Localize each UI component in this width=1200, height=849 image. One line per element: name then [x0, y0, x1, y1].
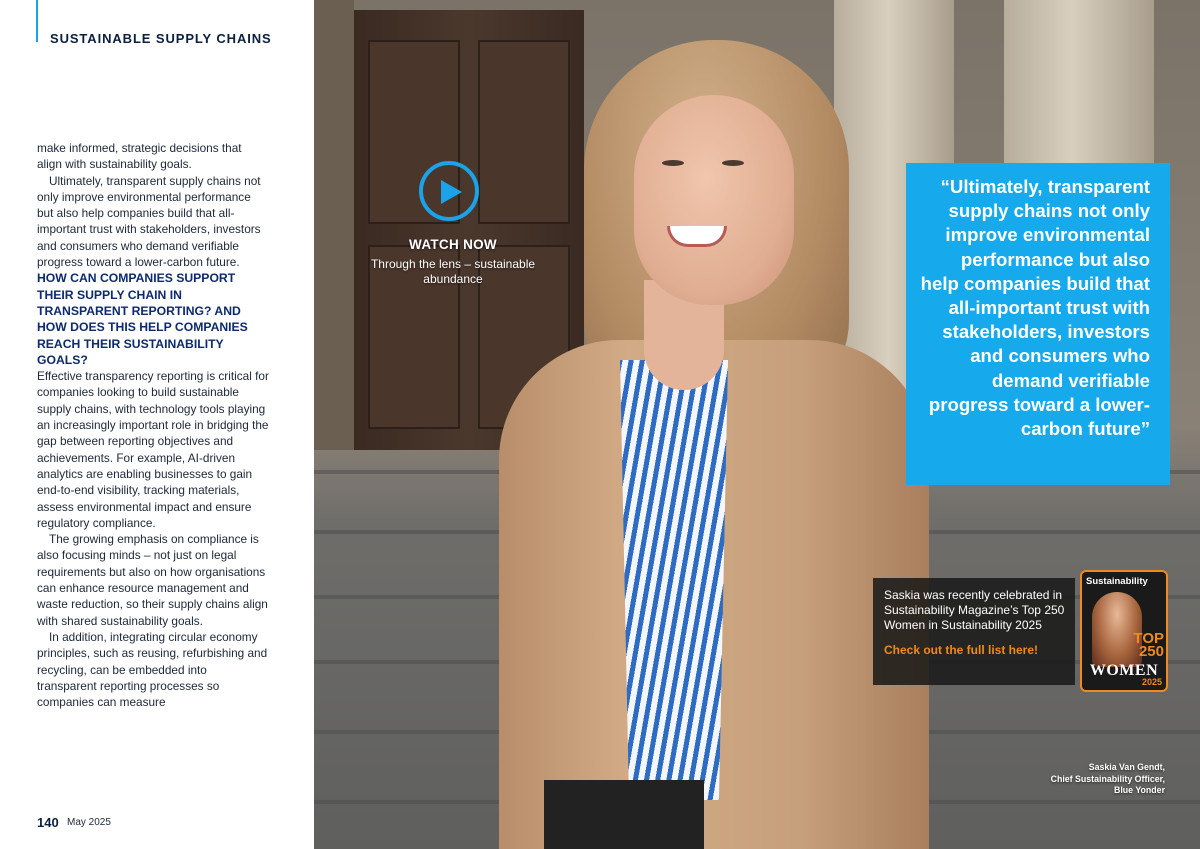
magazine-cover-thumbnail[interactable]: [1080, 570, 1168, 692]
cover-top-250: TOP 250: [1133, 630, 1164, 660]
cover-women: WOMEN: [1089, 662, 1159, 679]
page-number: 140: [37, 815, 59, 830]
caption-title: Chief Sustainability Officer,: [1050, 773, 1165, 784]
eye: [722, 160, 744, 166]
face: [634, 95, 794, 305]
caption-name: Saskia Van Gendt,: [1088, 762, 1165, 772]
photo-caption: [1000, 762, 1165, 797]
article-column: [0, 0, 314, 849]
cover-masthead: Sustainability: [1086, 576, 1148, 587]
paragraph-2: Ultimately, transparent supply chains not only improve environmental performance but also help companies build that all-important trust with stakeholders, investors and consumers who demand verifiable progress toward a lower-carbon future.: [37, 173, 261, 270]
skirt: [544, 780, 704, 849]
play-button[interactable]: [419, 161, 479, 221]
play-icon: [438, 178, 464, 206]
pull-quote-text: “Ultimately, transparent supply chains not only improve environmental performance but also help companies build that all-important trust with stakeholders, investors and consumers who demand verifiable progress toward a lower-carbon future”: [920, 176, 1150, 440]
cover-year: 2025: [1141, 677, 1162, 687]
full-list-link[interactable]: Check out the full list here!: [884, 643, 1039, 657]
stone-wall: [314, 0, 354, 450]
paragraph-1: make informed, strategic decisions that align with sustainability goals.: [37, 141, 242, 172]
section-title: SUSTAINABLE SUPPLY CHAINS: [50, 31, 272, 46]
video-subtitle: Through the lens – sustainable abundance: [370, 257, 536, 286]
eye: [662, 160, 684, 166]
issue-date: May 2025: [67, 817, 111, 828]
paragraph-5: In addition, integrating circular economy principles, such as reusing, refurbishing and recycling, can be embedded into transparent reporting processes so companies can measure: [37, 629, 268, 710]
article-body: [37, 140, 269, 710]
paragraph-4: The growing emphasis on compliance is also focusing minds – not just on legal requirements but also on how organisations can enhance resource management and waste reduction, so their supply chains align with shared sustainability goals.: [37, 532, 268, 628]
paragraph-3: Effective transparency reporting is critical for companies looking to build sustainable supply chains, with technology tools playing an increasingly important role in bridging the gap between reporting objectives and achievements. For example, AI-driven analytics are enabling businesses to gain end-to-end visibility, tracking materials, assess environmental impact and ensure regulatory compliance.: [37, 369, 269, 530]
watch-now-label[interactable]: WATCH NOW: [409, 237, 497, 252]
article-subheading: HOW CAN COMPANIES SUPPORT THEIR SUPPLY CHAIN IN TRANSPARENT REPORTING? AND HOW DOES THIS HELP COMPANIES REACH THEIR SUSTAINABILITY GOALS?: [37, 271, 248, 367]
promo-text: Saskia was recently celebrated in Sustainability Magazine’s Top 250 Women in Sustainability 2025: [884, 588, 1065, 632]
promo-box: [873, 578, 1075, 685]
pull-quote-box: [906, 163, 1170, 485]
section-rule: [36, 0, 38, 42]
caption-company: Blue Yonder: [1114, 785, 1165, 795]
